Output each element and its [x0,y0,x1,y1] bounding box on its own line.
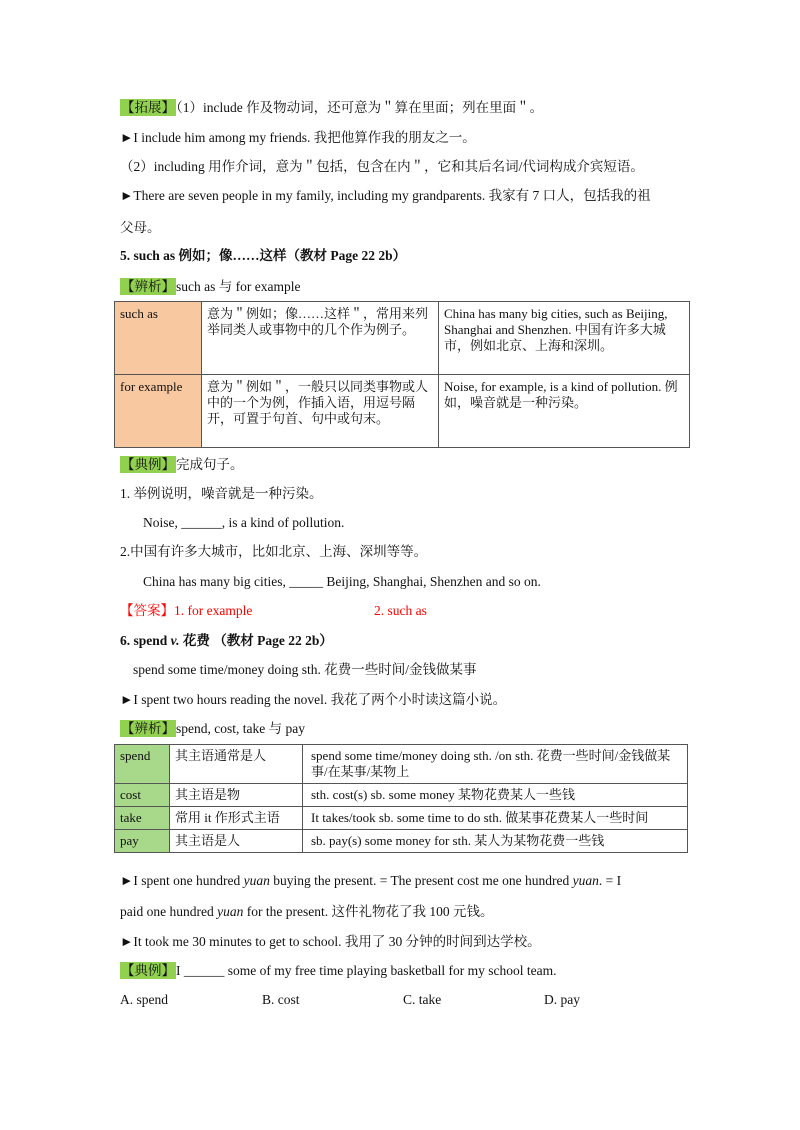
table-example-cell: Noise, for example, is a kind of pollution. 例如，噪音就是一种污染。 [439,375,690,448]
extension-paragraph-1 [120,98,543,118]
option-b[interactable]: B. cost [262,992,300,1007]
section-5-exercise [120,455,244,475]
example-text: for the present. 这件礼物花了我 100 元钱。 [243,904,494,919]
table-row [115,784,688,807]
exercise-tag: 【典例】 [121,963,175,978]
yuan-word: yuan [243,873,270,888]
extension-example-2a: ►There are seven people in my family, including my grandparents. 我家有 7 口人，包括我的祖 [120,188,651,203]
table-row [115,830,688,853]
spend-example-1: ►I spent two hours reading the novel. 我花了两个小时读这篇小说。 [120,692,507,707]
example-text: paid one hundred [120,904,218,919]
table-example-cell: spend some time/money doing sth. /on sth. 花费一些时间/金钱做某事/在某事/某物上 [303,745,688,784]
analysis-tag: 【辨析】 [121,721,175,736]
analysis-text: such as 与 for example [176,279,301,294]
comparison-table-spend [114,744,688,853]
table-row [115,807,688,830]
section-6-exercise [120,961,557,981]
table-row [115,302,690,375]
table-example-cell: China has many big cities, such as Beijing, Shanghai and Shenzhen. 中国有许多大城市，例如北京、上海和深圳。 [439,302,690,375]
section-5-heading: 5. such as 例如；像……这样（教材 Page 22 2b） [120,248,407,263]
extension-example-2b: 父母。 [120,220,161,235]
section-5-analysis [120,277,300,297]
extension-paragraph-2: （2）including 用作介词，意为＂包括，包含在内＂，它和其后名词/代词构成介宾短语。 [120,159,644,174]
table-key-cell: such as [115,302,202,375]
table-meaning-cell: 其主语通常是人 [170,745,303,784]
spend-example-3 [120,902,493,922]
table-key-cell: spend [115,745,170,784]
table-key-cell: for example [115,375,202,448]
exercise-tag: 【典例】 [121,457,175,472]
comparison-table-such-as [114,301,690,448]
extension-tag: 【拓展】 [121,100,175,115]
table-key-cell: take [115,807,170,830]
answer-1: 1. for example [174,603,253,618]
table-key-cell: pay [115,830,170,853]
yuan-word: yuan [572,873,599,888]
table-row [115,375,690,448]
question-1: 1. 举例说明，噪音就是一种污染。 [120,486,323,501]
table-row [115,745,688,784]
heading-meaning: 花费 （教材 Page 22 2b） [179,633,333,648]
table-meaning-cell: 常用 it 作形式主语 [170,807,303,830]
answer-line [120,601,252,621]
table-key-cell: cost [115,784,170,807]
table-meaning-cell: 意为＂例如＂，一般只以同类事物或人中的一个为例，作插入语，用逗号隔开，可置于句首、句中或句末。 [202,375,439,448]
spend-example-4: ►It took me 30 minutes to get to school. 我用了 30 分钟的时间到达学校。 [120,934,541,949]
option-a[interactable]: A. spend [120,992,168,1007]
section-6-heading [120,631,333,651]
extension-text-1: （1）include 作及物动词，还可意为＂算在里面；列在里面＂。 [176,100,544,115]
spend-example-2 [120,871,621,891]
table-meaning-cell: 意为＂例如；像……这样＂，常用来列举同类人或事物中的几个作为例子。 [202,302,439,375]
option-c[interactable]: C. take [403,992,442,1007]
example-text: buying the present. = The present cost me one hundred [269,873,573,888]
spend-usage: spend some time/money doing sth. 花费一些时间/金钱做某事 [133,662,477,677]
example-text: . = I [598,873,622,888]
option-d[interactable]: D. pay [544,992,580,1007]
answer-2: 2. such as [374,603,427,618]
analysis-text: spend, cost, take 与 pay [176,721,305,736]
table-example-cell: sth. cost(s) sb. some money 某物花费某人一些钱 [303,784,688,807]
table-meaning-cell: 其主语是人 [170,830,303,853]
question-1-english: Noise, ______, is a kind of pollution. [143,515,345,530]
table-meaning-cell: 其主语是物 [170,784,303,807]
analysis-tag: 【辨析】 [121,279,175,294]
question-2: 2.中国有许多大城市，比如北京、上海、深圳等等。 [120,544,428,559]
answer-tag: 【答案】 [120,603,174,618]
heading-pos: v. [170,633,180,648]
question-2-english: China has many big cities, _____ Beijing, Shanghai, Shenzhen and so on. [143,574,541,589]
extension-example-1: ►I include him among my friends. 我把他算作我的朋友之一。 [120,130,476,145]
table-example-cell: sb. pay(s) some money for sth. 某人为某物花费一些钱 [303,830,688,853]
example-text: ►I spent one hundred [120,873,244,888]
section-6-analysis [120,719,305,739]
heading-word: 6. spend [120,633,171,648]
table-example-cell: It takes/took sb. some time to do sth. 做某事花费某人一些时间 [303,807,688,830]
yuan-word: yuan [217,904,244,919]
exercise-text: I ______ some of my free time playing basketball for my school team. [176,963,557,978]
exercise-text: 完成句子。 [176,457,244,472]
